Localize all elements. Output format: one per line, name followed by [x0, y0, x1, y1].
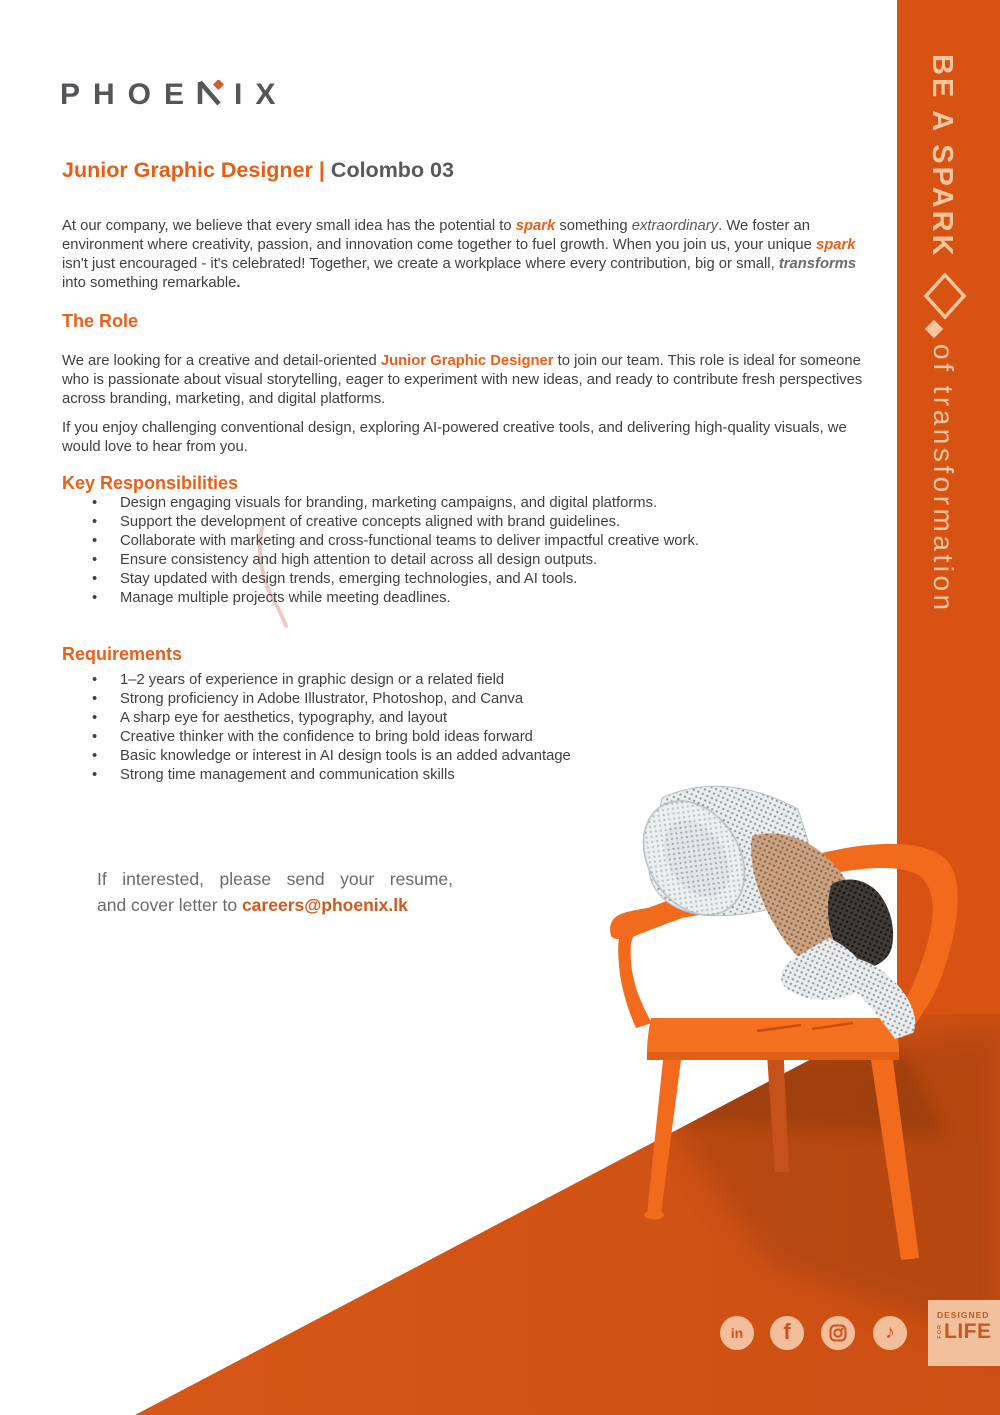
linkedin-glyph: in [730, 1325, 744, 1341]
instagram-icon[interactable] [821, 1316, 855, 1350]
text-segment: Junior Graphic Designer [380, 352, 554, 369]
chair-megaphone-illustration [560, 760, 1000, 1280]
list-item: • Ensure consistency and high attention to detail across all design outputs. [92, 551, 842, 570]
sidebar-tagline-bottom: of transformation [928, 344, 959, 614]
chair-front-right-leg [871, 1060, 919, 1260]
list-item: • Manage multiple projects while meeting deadlines. [92, 589, 842, 608]
tiktok-icon[interactable] [873, 1316, 907, 1350]
responsibilities-list [92, 494, 842, 608]
text-segment: transforms [778, 255, 857, 272]
list-item: • Collaborate with marketing and cross-functional teams to deliver impactful creative work. [92, 532, 842, 551]
contact-note [97, 866, 453, 918]
job-title-separator: | [318, 158, 325, 182]
facebook-icon[interactable] [770, 1316, 804, 1350]
role-paragraph-1 [62, 352, 882, 409]
list-item: • Design engaging visuals for branding, marketing campaigns, and digital platforms. [92, 494, 842, 513]
list-item: • Creative thinker with the confidence to bring bold ideas forward [92, 728, 842, 747]
logo-text-start: PHOE [60, 78, 198, 111]
list-item: • A sharp eye for aesthetics, typography, and layout [92, 709, 842, 728]
section-heading-requirements: Requirements [62, 643, 183, 664]
list-item: • Strong proficiency in Adobe Illustrator, Photoshop, and Canva [92, 690, 842, 709]
list-item: • 1–2 years of experience in graphic design or a related field [92, 671, 842, 690]
chair-front-left-leg [647, 1060, 681, 1214]
text-segment: spark [515, 217, 556, 234]
text-segment: to join our team. This role is ideal for someone who is passionate about visual storytelling, eager to experiment with new ideas, and ready to contribute fresh perspectives across branding, marketing, and digital platforms. [62, 352, 863, 407]
role-paragraph-2: If you enjoy challenging conventional design, exploring AI-powered creative tools, and delivering high-quality visuals, we would love to hear from you. [62, 419, 847, 455]
section-heading-role: The Role [62, 310, 139, 331]
text-segment: . [236, 274, 241, 291]
list-item: • Strong time management and communication skills [92, 766, 842, 785]
tiktok-glyph: ♪ [885, 1322, 895, 1343]
list-item: • Support the development of creative concepts aligned with brand guidelines. [92, 513, 842, 532]
text-segment: spark [815, 236, 856, 253]
designed-for-life-badge [928, 1300, 1000, 1366]
list-item: • Stay updated with design trends, emerging technologies, and AI tools. [92, 570, 842, 589]
text-segment: into something remarkable [62, 274, 237, 291]
intro-paragraph [62, 217, 882, 293]
contact-line-2-prefix: and cover letter to [97, 895, 242, 915]
phoenix-logo [60, 78, 288, 114]
logo-text-end: IX [234, 78, 289, 111]
badge-life-label: LIFE [944, 1320, 992, 1343]
careers-email-link[interactable]: careers@phoenix.lk [241, 895, 408, 915]
logo-n-diamond-icon [197, 80, 224, 114]
linkedin-icon[interactable] [720, 1316, 754, 1350]
contact-line-2 [97, 892, 453, 918]
text-segment: isn't just encouraged - it's celebrated! Together, we create a workplace where every contribution, big or small, [62, 255, 779, 272]
contact-line-1: If interested, please send your resume, [97, 869, 453, 889]
requirements-list [92, 671, 842, 785]
job-title [62, 158, 454, 183]
chair-seat [647, 1018, 899, 1052]
facebook-glyph: f [783, 1319, 791, 1344]
badge-for-label: FOR [937, 1324, 943, 1339]
job-title-role: Junior Graphic Designer [62, 158, 313, 182]
list-item: • Basic knowledge or interest in AI design tools is an added advantage [92, 747, 842, 766]
section-heading-responsibilities: Key Responsibilities [62, 472, 239, 493]
text-segment: At our company, we believe that every small idea has the potential to [62, 217, 516, 234]
text-segment: extraordinary [631, 217, 719, 234]
sidebar-tagline-top: BE A SPARK [926, 54, 958, 259]
job-title-location: Colombo 03 [330, 158, 454, 182]
text-segment: something [555, 217, 632, 234]
badge-designed-label: DESIGNED [937, 1310, 990, 1320]
text-segment: . We foster an environment where creativity, passion, and innovation come together to fuel growth. When you join us, your unique [62, 217, 816, 253]
instagram-glyph [829, 1324, 847, 1342]
text-segment: We are looking for a creative and detail-oriented [62, 352, 381, 369]
